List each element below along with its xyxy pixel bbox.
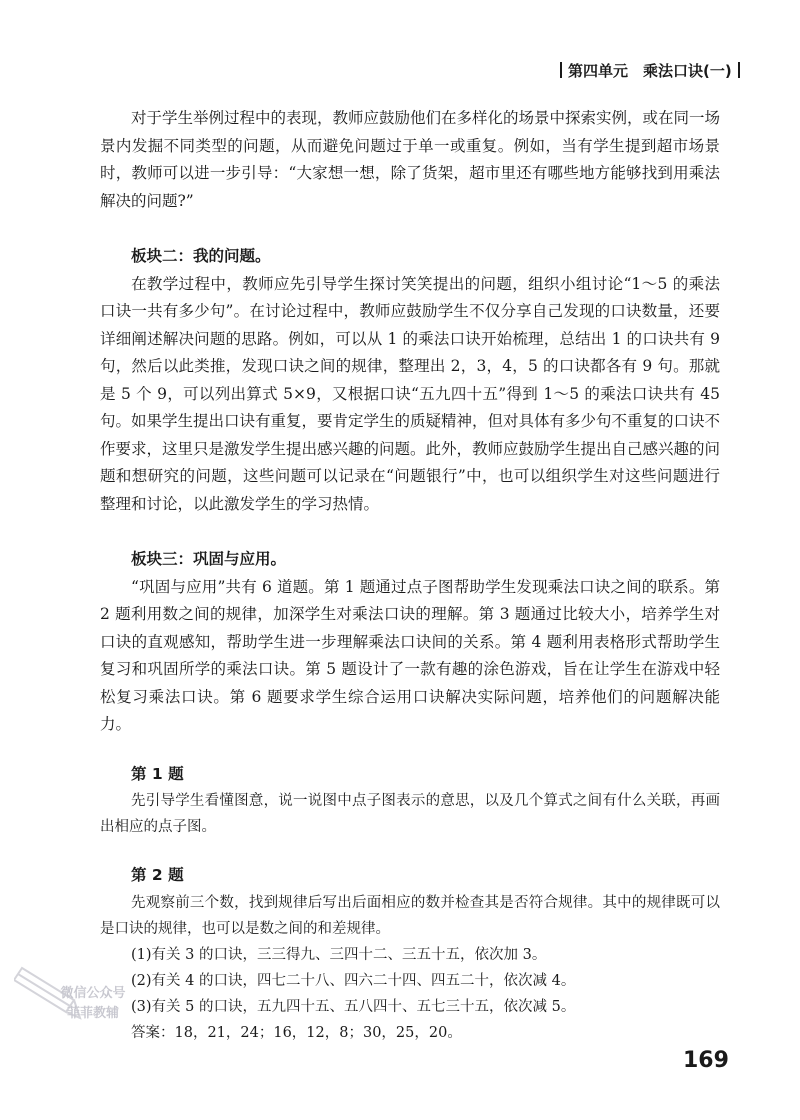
exercise2-item: (1)有关 3 的口诀，三三得九、三四十二、三五十五，依次加 3。 [131,946,547,963]
exercise2-item: (3)有关 5 的口诀，五九四十五、五八四十、五七三十五，依次减 5。 [131,998,576,1015]
exercise2-answer: 答案：18，21，24；16，12，8；30，25，20。 [131,1024,462,1041]
block3-heading: 板块三：巩固与应用。 [131,550,287,568]
running-header [560,60,748,82]
watermark-line2: 菲菲教辅 [66,1006,119,1021]
exercise2-heading: 第 2 题 [131,866,184,884]
header-right-rule [738,62,740,78]
exercise2-item: (2)有关 4 的口诀，四七二十八、四六二十四、四五二十，依次减 4。 [131,972,576,989]
intro-paragraph: 对于学生举例过程中的表现，教师应鼓励他们在多样化的场景中探索实例，或在同一场景内发掘不同类型的问题，从而避免问题过于单一或重复。例如，当有学生提到超市场景时，教师可以进一步引导：“大家想一想，除了货架，超市里还有哪些地方能够找到用乘法解决的问题?” [100,109,721,210]
header-left-rule [560,62,562,78]
exercise1-paragraph: 先引导学生看懂图意，说一说图中点子图表示的意思，以及几个算式之间有什么关联，再画出相应的点子图。 [100,793,720,835]
exercise1-heading: 第 1 题 [131,764,184,783]
block2-heading: 板块二：我的问题。 [131,247,271,265]
block3-paragraph: “巩固与应用”共有 6 道题。第 1 题通过点子图帮助学生发现乘法口诀之间的联系。第 2 题利用数之间的规律，加深学生对乘法口诀的理解。第 3 题通过比较大小，培养学生对口诀的直观感知，帮助学生进一步理解乘法口诀间的关系。第 4 题利用表格形式帮助学生复习和巩固所学的乘法口诀。第 5 题设计了一款有趣的涂色游戏，旨在让学生在游戏中轻松复习乘法口诀。第 6 题要求学生综合运用口诀解决实际问题，培养他们的问题解决能力。 [100,577,720,733]
watermark-line1: 微信公众号 [60,986,126,1001]
watermark [14,960,164,1030]
block2-paragraph: 在教学过程中，教师应先引导学生探讨笑笑提出的问题，组织小组讨论“1～5 的乘法口诀一共有多少句”。在讨论过程中，教师应鼓励学生不仅分享自己发现的口诀数量，还要详细阐述解决问题的思路。例如，可以从 1 的乘法口诀开始梳理，总结出 1 的口诀共有 9 句，然后以此类推，发现口诀之间的规律，整理出 2，3，4，5 的口诀都各有 9 句。那就是 5 个 9，可以列出算式 5×9，又根据口诀“五九四十五”得到 1～5 的乘法口诀共有 45 句。如果学生提出口诀有重复，要肯定学生的质疑精神，但对具体有多少句不重复的口诀不作要求，这里只是激发学生提出感兴趣的问题。此外，教师应鼓励学生提出自己感兴趣的问题和想研究的问题，这些问题可以记录在“问题银行”中，也可以组织学生对这些问题进行整理和讨论，以此激发学生的学习热情。 [100,274,721,513]
header-title: 第四单元 乘法口诀(一) [568,62,732,80]
page-number: 169 [683,1048,729,1073]
exercise2-paragraph: 先观察前三个数，找到规律后写出后面相应的数并检查其是否符合规律。其中的规律既可以是口诀的规律，也可以是数之间的和差规律。 [100,894,720,937]
page-body [100,105,720,1046]
